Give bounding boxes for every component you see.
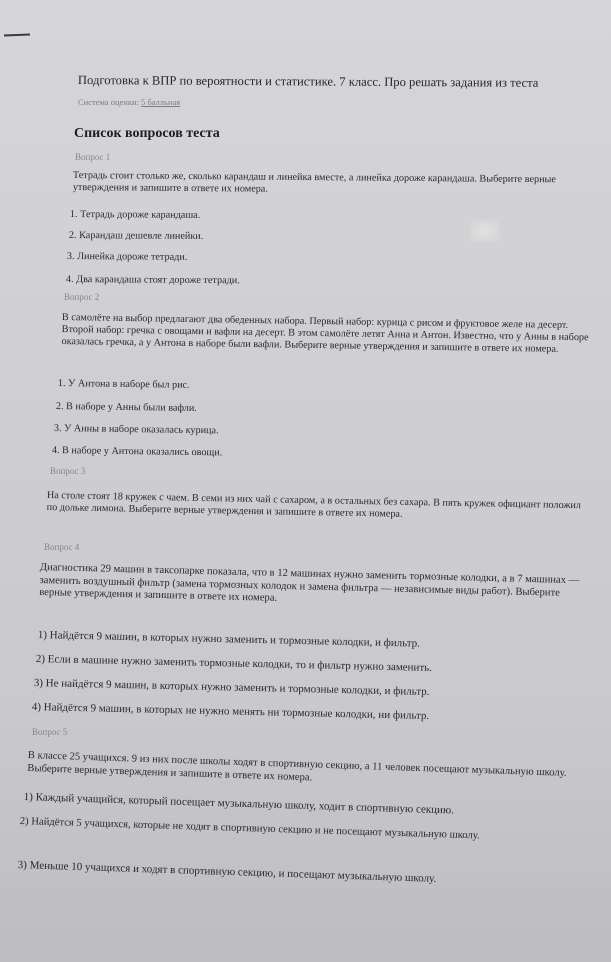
- question-2-option-2[interactable]: 2. В наборе у Анны были вафли.: [55, 400, 197, 414]
- question-2-option-1[interactable]: 1. У Антона в наборе был рис.: [57, 377, 190, 391]
- question-5-option-3[interactable]: 3) Меньше 10 учащихся и ходят в спортивную секцию, и посещают музыкальную школу.: [17, 858, 437, 885]
- question-5-option-2[interactable]: 2) Найдётся 5 учащихся, которые не ходят в спортивную секцию и не посещают музыкальную школу.: [19, 816, 480, 842]
- question-1-option-2[interactable]: 2. Карандаш дешевле линейки.: [68, 229, 204, 242]
- question-4-option-4[interactable]: 4) Найдётся 9 машин, в которых не нужно менять ни тормозные колодки, ни фильтр.: [31, 700, 430, 723]
- question-1-option-4[interactable]: 4. Два карандаша стоят дороже тетради.: [65, 273, 240, 287]
- question-3-label: Вопрос 3: [50, 466, 86, 476]
- question-1-label: Вопрос 1: [75, 152, 111, 162]
- grading-link[interactable]: 5 балльная: [140, 97, 181, 107]
- question-4-label: Вопрос 4: [44, 542, 80, 552]
- question-5-text: В классе 25 учащихся. 9 из них после школы ходят в спортивную секцию, а 11 человек посещают музыкальную школу. Выберите верные утверждения и запишите в ответе их номера.: [27, 750, 567, 784]
- question-5-option-1[interactable]: 1) Каждый учащийся, который посещает музыкальную школу, ходит в спортивную секцию.: [23, 790, 455, 817]
- question-1-text: Тетрадь стоит столько же, сколько карандаш и линейка вместе, а линейка дороже карандаша. Выберите верные утверждения и запишите в ответе их номера.: [72, 170, 556, 195]
- question-4-option-3[interactable]: 3) Не найдётся 9 машин, в которых нужно заменить и тормозные колодки, и фильтр.: [33, 676, 430, 698]
- question-3-text: На столе стоят 18 кружек с чаем. В семи из них чай с сахаром, а в остальных без сахара. В пять кружек официант положил по дольке лимона. Выберите верные утверждения и запишите в ответе их номера.: [46, 490, 582, 521]
- grading-system: [78, 97, 180, 107]
- question-2-option-3[interactable]: 3. У Анны в наборе оказалась курица.: [53, 422, 219, 437]
- question-4-option-1[interactable]: 1) Найдётся 9 машин, в которых нужно заменить и тормозные колодки, и фильтр.: [37, 628, 421, 650]
- page-title: Подготовка к ВПР по вероятности и статистике. 7 класс. Про решать задания из теста: [77, 72, 539, 90]
- question-5-label: Вопрос 5: [32, 727, 68, 737]
- questions-list-title: Список вопросов теста: [74, 126, 220, 141]
- question-4-option-2[interactable]: 2) Если в машине нужно заменить тормозные колодки, то и фильтр нужно заменить.: [35, 652, 433, 674]
- question-1-option-1[interactable]: 1. Тетрадь дороже карандаша.: [69, 208, 201, 221]
- question-1-option-3[interactable]: 3. Линейка дороже тетради.: [66, 250, 188, 263]
- question-2-option-4[interactable]: 4. В наборе у Антона оказались овощи.: [51, 444, 223, 459]
- question-4-text: Диагностика 29 машин в таксопарке показала, что в 12 машинах нужно заменить тормозные колодки, а в 7 машинах — заменить воздушный фильтр (замена тормозных колодок и замена фильтра — независимые виды работ). Выберите верные утверждения и запишите в ответе их номера.: [39, 562, 580, 604]
- grading-label: Система оценки:: [78, 97, 139, 107]
- question-2-label: Вопрос 2: [64, 292, 100, 302]
- question-2-text: В самолёте на выбор предлагают два обеденных набора. Первый набор: курица с рисом и фруктовое желе на десерт. Второй набор: гречка с овощами и вафли на десерт. В этом самолёте летят Анна и Антон. Известно, что у Анны в наборе оказалась гречка, а у Антона в наборе были вафли. Выберите верные утверждения и запишите в ответе их номера.: [61, 312, 589, 356]
